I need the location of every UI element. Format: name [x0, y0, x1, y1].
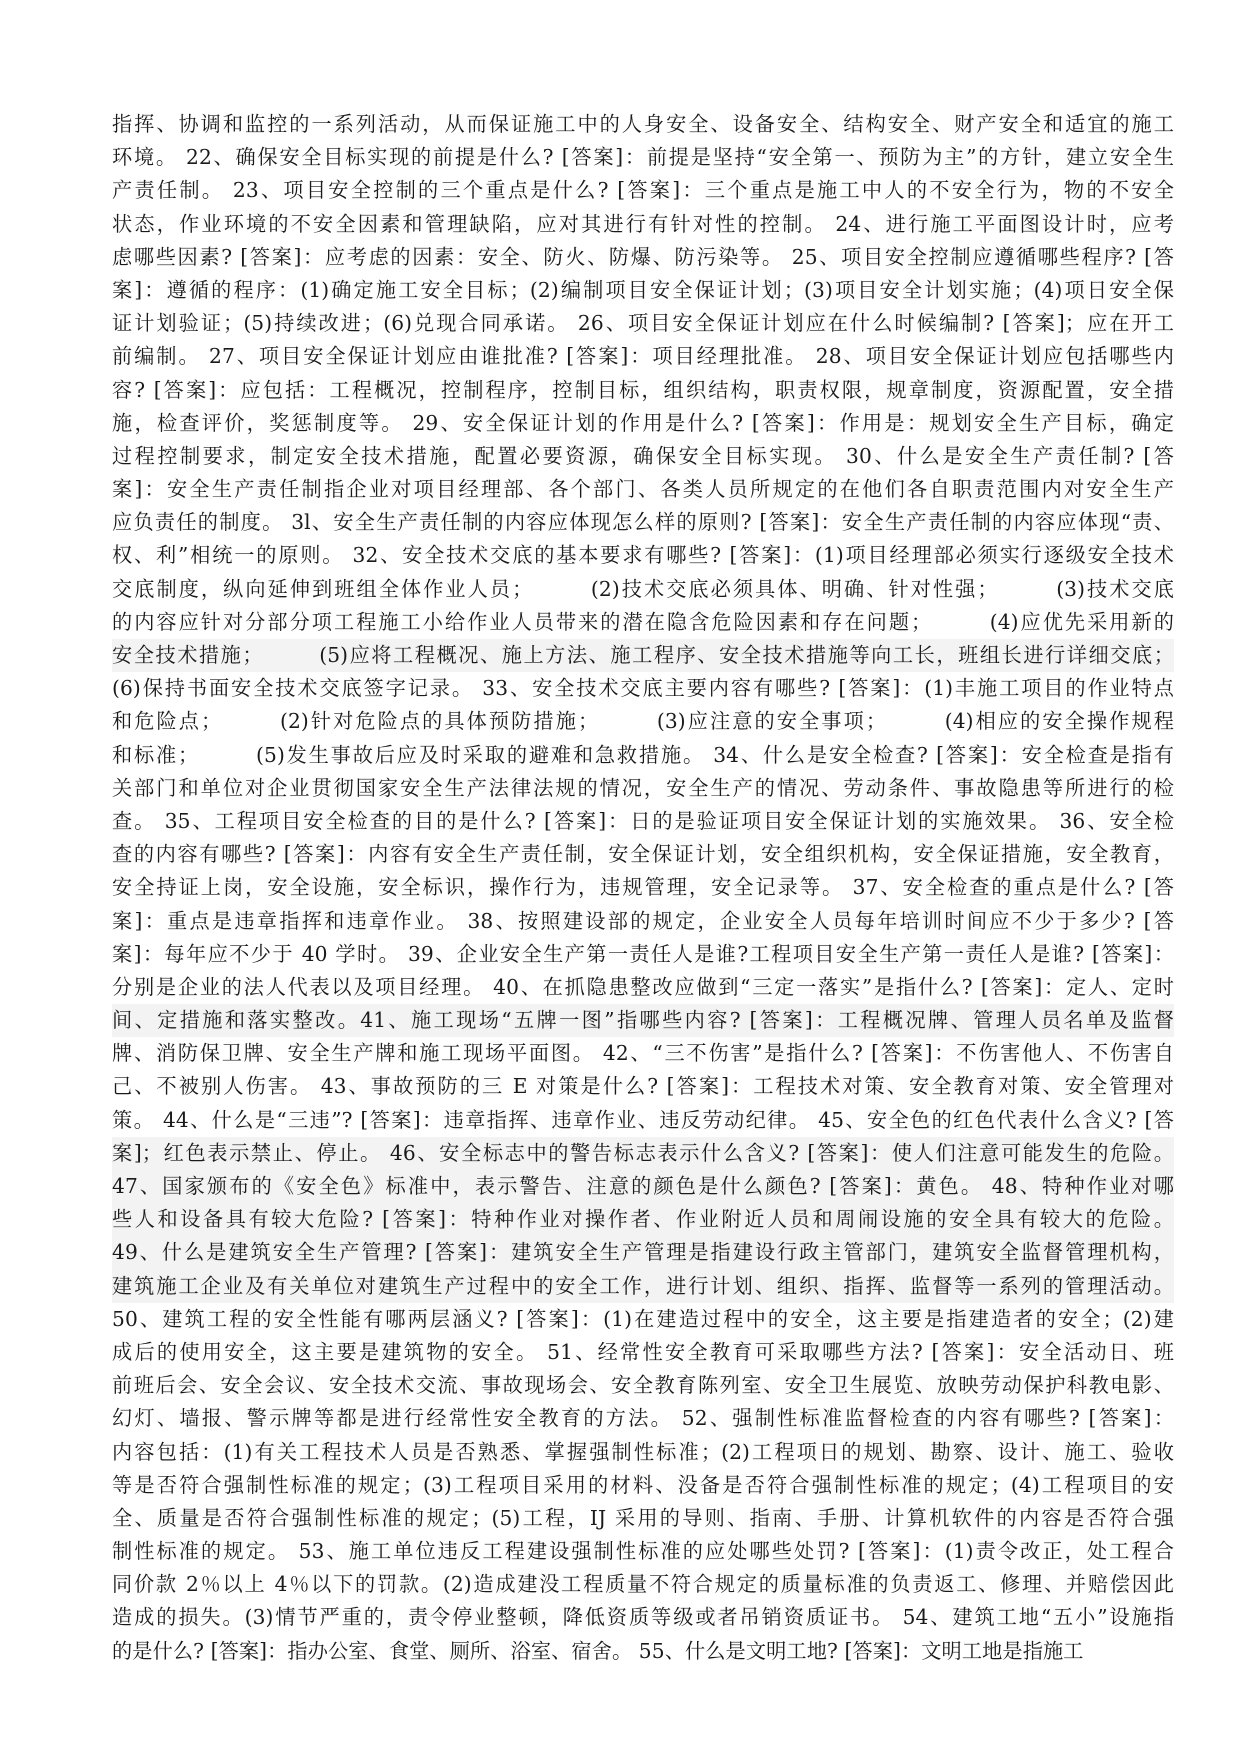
text-line: 牌、消防保卫牌、安全生产牌和施工现场平面图。 42、“三不伤害”是指什么? [答案]：不伤害他人、不伤害自 [112, 1041, 1174, 1066]
text-line: 安全持证上岗，安全设施，安全标识，操作行为，违规管理，安全记录等。 37、安全检查的重点是什么? [答 [112, 875, 1174, 900]
text-line: 环境。 22、确保安全目标实现的前提是什么? [答案]：前提是坚持“安全第一、预防为主”的方针，建立安全生 [112, 145, 1174, 170]
text-line: 同价款 2％以上 4％以下的罚款。(2)造成建没工程质量不符合规定的质量标准的负责返工、修理、并赔偿因此 [112, 1572, 1174, 1597]
text-line: 47、国家颁布的《安全色》标准中，表示警告、注意的颜色是什么颜色? [答案]：黄色。 48、特种作业对哪 [112, 1170, 1174, 1203]
text-line: 和标准； (5)发生事故后应及时采取的避难和急救措施。 34、什么是安全检查? [答案]：安全检查是指有 [112, 742, 1174, 767]
text-line: 安全技术措施； (5)应将工程概况、施上方法、施工程序、安全技术措施等向工长，班组长进行详细交底； [112, 639, 1174, 672]
text-line: 幻灯、墙报、警示牌等都是进行经常性安全教育的方法。 52、强制性标准监督检查的内容有哪些? [答案]： [112, 1406, 1174, 1431]
text-line: 些人和设备具有较大危险? [答案]：特种作业对操作者、作业附近人员和周闹设施的安全具有较大的危险。 [112, 1203, 1174, 1236]
text-line: 49、什么是建筑安全生产管理? [答案]：建筑安全生产管理是指建设行政主管部门，建筑安全监督管理机构， [112, 1236, 1174, 1269]
text-line: 造成的损失。(3)情节严重的，责令停业整顿，降低资质等级或者吊销资质证书。 54、建筑工地“五小”设施指 [112, 1605, 1174, 1630]
text-line: 制性标准的规定。 53、施工单位违反工程建设强制性标准的应处哪些处罚? [答案]：(1)责令改正，处工程合 [112, 1539, 1174, 1564]
text-line: 交底制度，纵向延伸到班组全体作业人员； (2)技术交底必须具体、明确、针对性强； (3)技术交底 [112, 576, 1174, 601]
text-line: 状态，作业环境的不安全因素和管理缺陷，应对其进行有针对性的控制。 24、进行施工平面图设计时，应考 [112, 211, 1174, 236]
text-line: 案]：安全生产责任制指企业对项目经理部、各个部门、各类人员所规定的在他们各自职责范围内对安全生产 [112, 477, 1174, 502]
text-line: 分别是企业的法人代表以及项目经理。 40、在抓隐患整改应做到“三定一落实”是指什么? [答案]：定人、定时 [112, 974, 1174, 999]
text-line: 案]：每年应不少于 40 学时。 39、企业安全生产第一责任人是谁?工程项目安全生产第一责任人是谁? [答案]： [112, 941, 1174, 966]
text-line: 证计划验证；(5)持续改进；(6)兑现合同承诺。 26、项目安全保证计划应在什么时候编制? [答案]；应在开工 [112, 311, 1174, 336]
text-line: 容? [答案]：应包括：工程概况，控制程序，控制目标，组织结构，职责权限，规章制度，资源配置，安全措 [112, 377, 1174, 402]
text-line: 等是否符合强制性标准的规定；(3)工程项目采用的材料、没备是否符合强制性标准的规定；(4)工程项目的安 [112, 1472, 1174, 1497]
text-line: (6)保持书面安全技术交底签字记录。 33、安全技术交底主要内容有哪些? [答案]：(1)丰施工项目的作业特点 [112, 676, 1174, 701]
text-line: 己、不被别人伤害。 43、事故预防的三 E 对策是什么? [答案]：工程技术对策、安全教育对策、安全管理对 [112, 1074, 1174, 1099]
text-line: 案]；红色表示禁止、停止。 46、安全标志中的警告标志表示什么含义? [答案]：使人们注意可能发生的危险。 [112, 1137, 1174, 1170]
text-line: 成后的使用安全，这主要是建筑物的安全。 51、经常性安全教育可采取哪些方法? [答案]：安全活动日、班 [112, 1339, 1174, 1364]
text-line: 指挥、协调和监控的一系列活动，从而保证施工中的人身安全、设备安全、结构安全、财产安全和适宜的施工 [112, 112, 1174, 136]
text-line: 查的内容有哪些? [答案]：内容有安全生产责任制，安全保证计划，安全组织机构，安全保证措施，安全教育， [112, 842, 1174, 867]
text-line: 全、质量是否符合强制性标准的规定；(5)工程，IJ 采用的导则、指南、手册、计算机软件的内容是否符合强 [112, 1505, 1174, 1530]
text-line: 和危险点； (2)针对危险点的具体预防措施； (3)应注意的安全事项； (4)相应的安全操作规程 [112, 709, 1174, 734]
text-line: 虑哪些因素? [答案]：应考虑的因素：安全、防火、防爆、防污染等。 25、项目安全控制应遵循哪些程序? [答 [112, 244, 1174, 269]
text-line: 产责任制。 23、项目安全控制的三个重点是什么? [答案]：三个重点是施工中人的不安全行为，物的不安全 [112, 178, 1174, 203]
text-line: 过程控制要求，制定安全技术措施，配置必要资源，确保安全目标实现。 30、什么是安全生产责任制? [答 [112, 443, 1174, 468]
text-line: 权、利”相统一的原则。 32、安全技术交底的基本要求有哪些? [答案]：(1)项目经理部必须实行逐级安全技术 [112, 543, 1174, 568]
text-line: 关部门和单位对企业贯彻国家安全生产法律法规的情况，安全生产的情况、劳动条件、事故隐患等所进行的检 [112, 775, 1174, 800]
text-line: 案]：重点是违章指挥和违章作业。 38、按照建设部的规定，企业安全人员每年培训时间应不少于多少? [答 [112, 908, 1174, 933]
text-line: 内容包括：(1)有关工程技术人员是否熟悉、掌握强制性标准；(2)工程项日的规划、勘察、设计、施工、验收 [112, 1439, 1174, 1464]
text-line: 施，检查评价，奖惩制度等。 29、安全保证计划的作用是什么? [答案]：作用是：规划安全生产目标，确定 [112, 410, 1174, 435]
text-line: 前编制。 27、项目安全保证计划应由谁批准? [答案]：项目经理批准。 28、项目安全保证计划应包括哪些内 [112, 344, 1174, 369]
text-line: 查。 35、工程项目安全检查的目的是什么? [答案]：日的是验证项目安全保证计划的实施效果。 36、安全检 [112, 808, 1174, 833]
text-line: 前班后会、安全会议、安全技术交流、事故现场会、安全教育陈列室、安全卫生展览、放映劳动保护科教电影、 [112, 1373, 1174, 1398]
text-line: 应负责任的制度。 3l、安全生产责任制的内容应体现怎么样的原则? [答案]：安全生产责任制的内容应体现“责、 [112, 510, 1174, 535]
text-line: 建筑施工企业及有关单位对建筑生产过程中的安全工作，进行计划、组织、指挥、监督等一系列的管理活动。 [112, 1270, 1174, 1303]
text-line: 的内容应针对分部分项工程施工小给作业人员带来的潜在隐含危险因素和存在问题； (4)应优先采用新的 [112, 609, 1174, 634]
text-line: 的是什么? [答案]：指办公室、食堂、厕所、浴室、宿舍。 55、什么是文明工地? [答案]：文明工地是指施工 [112, 1638, 1084, 1663]
text-line: 策。 44、什么是“三违”? [答案]：违章指挥、违章作业、违反劳动纪律。 45、安全色的红色代表什么含义? [答 [112, 1107, 1174, 1132]
text-line: 案]：遵循的程序：(1)确定施工安全目标；(2)编制项目安全保证计划；(3)项目安全计划实施；(4)项日安全保 [112, 277, 1174, 302]
body-text [112, 108, 1174, 1668]
text-line: 间、定措施和落实整改。41、施工现场“五牌一图”指哪些内容? [答案]：工程概况牌、管理人员名单及监督 [112, 1004, 1174, 1037]
text-line: 50、建筑工程的安全性能有哪两层涵义? [答案]：(1)在建造过程中的安全，这主要是指建造者的安全；(2)建 [112, 1306, 1174, 1331]
